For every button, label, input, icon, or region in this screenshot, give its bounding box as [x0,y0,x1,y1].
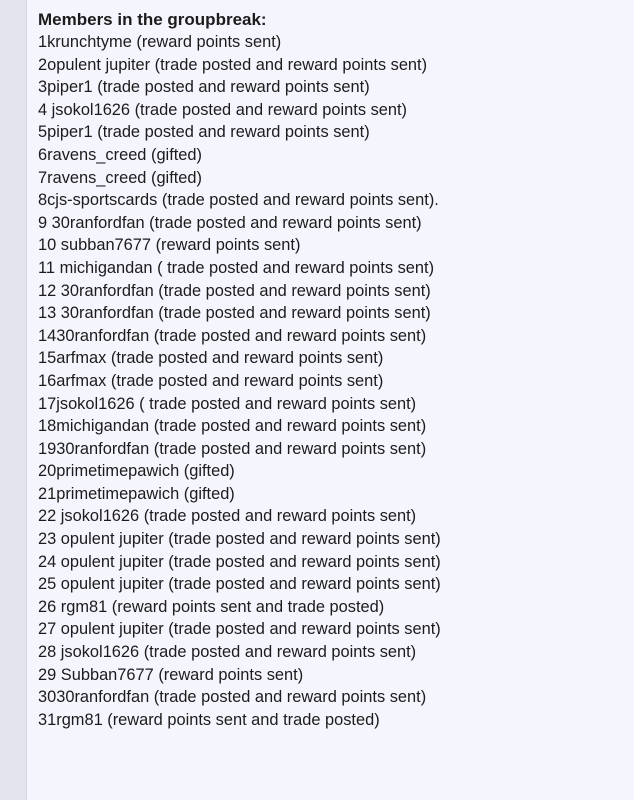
list-item: 20primetimepawich (gifted) [38,462,235,481]
list-item: 27 opulent jupiter (trade posted and reward points sent) [38,620,441,639]
members-heading: Members in the groupbreak: [38,10,267,29]
list-item: 12 30ranfordfan (trade posted and reward points sent) [38,281,431,300]
list-item: 9 30ranfordfan (trade posted and reward points sent) [38,213,422,232]
list-item: 1krunchtyme (reward points sent) [38,33,282,51]
list-item: 10 subban7677 (reward points sent) [38,236,301,255]
list-item: 31rgm81 (reward points sent and trade posted) [38,710,380,729]
list-item: 7ravens_creed (gifted) [38,168,202,187]
list-item: 3piper1 (trade posted and reward points sent) [38,78,370,97]
list-item: 4 jsokol1626 (trade posted and reward points sent) [38,100,408,119]
list-item: 26 rgm81 (reward points sent and trade posted) [38,597,385,616]
list-item: 13 30ranfordfan (trade posted and reward points sent) [38,304,431,323]
list-item: 1430ranfordfan (trade posted and reward points sent) [38,326,427,345]
list-item: 23 opulent jupiter (trade posted and reward points sent) [38,530,441,549]
list-item: 17jsokol1626 ( trade posted and reward points sent) [38,394,417,413]
list-item: 16arfmax (trade posted and reward points sent) [38,371,384,390]
post-body [38,8,628,731]
left-gutter [0,0,27,800]
list-item: 22 jsokol1626 (trade posted and reward points sent) [38,507,417,526]
list-item: 21primetimepawich (gifted) [38,484,235,503]
list-item: 6ravens_creed (gifted) [38,145,202,164]
list-item: 24 opulent jupiter (trade posted and reward points sent) [38,552,441,571]
list-item: 15arfmax (trade posted and reward points sent) [38,349,384,368]
list-item: 25 opulent jupiter (trade posted and reward points sent) [38,575,441,594]
list-item: 2opulent jupiter (trade posted and reward points sent) [38,55,428,74]
list-item: 5piper1 (trade posted and reward points sent) [38,123,370,142]
list-item: 1930ranfordfan (trade posted and reward points sent) [38,439,427,458]
members-list [38,31,628,731]
list-item: 3030ranfordfan (trade posted and reward points sent) [38,688,427,707]
list-item: 29 Subban7677 (reward points sent) [38,665,304,684]
list-item: 8cjs-sportscards (trade posted and reward points sent). [38,191,439,210]
list-item: 18michigandan (trade posted and reward points sent) [38,417,427,436]
list-item: 28 jsokol1626 (trade posted and reward points sent) [38,643,417,662]
list-item: 11 michigandan ( trade posted and reward points sent) [38,258,435,277]
